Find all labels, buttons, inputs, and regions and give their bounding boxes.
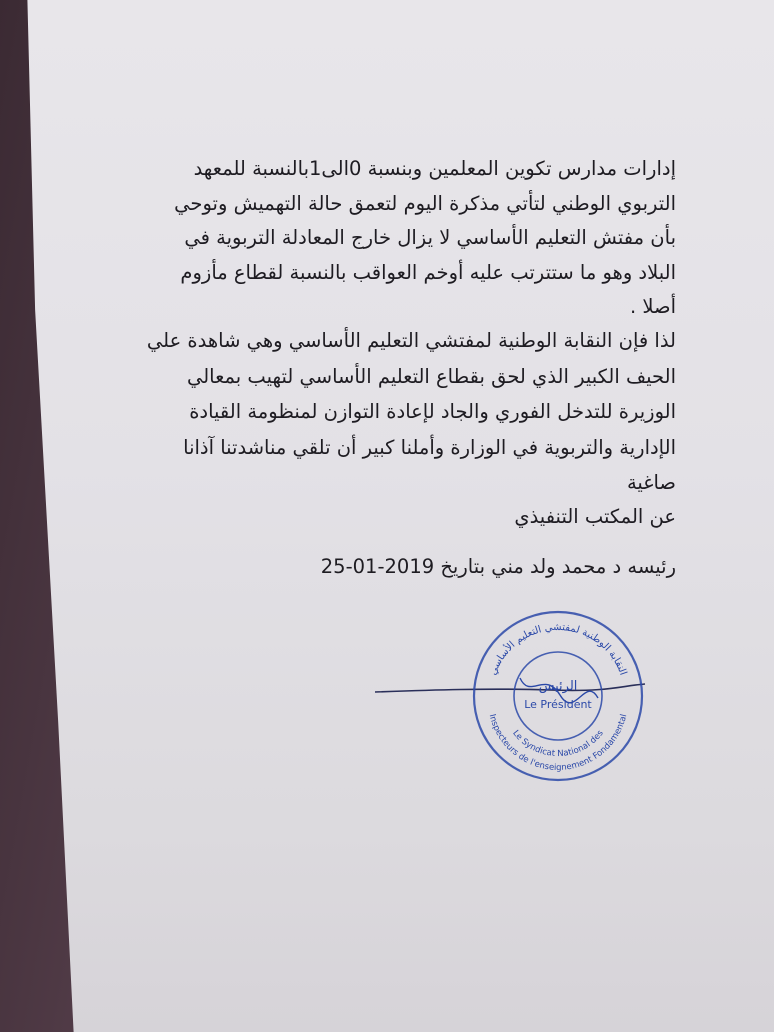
- paragraph-2-line: الوزيرة للتدخل الفوري والجاد لإعادة التوازن لمنظومة القيادة: [189, 400, 676, 423]
- paragraph-1: [98, 152, 676, 325]
- paragraph-1-line: بأن مفتش التعليم الأساسي لا يزال خارج المعادلة التربوية في: [184, 226, 676, 249]
- paragraph-2: [90, 323, 676, 501]
- stamp-french-arc-inner: Le Syndicat National des: [510, 728, 606, 760]
- paragraph-1-line: التربوي الوطني لتأتي مذكرة اليوم لتعمق حالة التهميش وتوحي: [174, 191, 676, 215]
- stamp-center-french: Le Président: [524, 698, 592, 711]
- stamp-center-arabic: الرئيس: [538, 679, 578, 694]
- signature-date-line: رئيسه د محمد ولد مني بتاريخ 2019-01-25: [320, 555, 676, 578]
- paragraph-2-line: الحيف الكبير الذي لحق بقطاع التعليم الأساسي لتهيب بمعالي: [186, 364, 676, 388]
- paragraph-2-line: لذا فإن النقابة الوطنية لمفتشي التعليم الأساسي وهي شاهدة علي: [146, 329, 676, 352]
- closing-line: عن المكتب التنفيذي: [514, 505, 676, 528]
- svg-text:النقابة الوطنية لمفتشي التعليم: [488, 622, 629, 677]
- paragraph-1-line: أصلا .: [629, 295, 676, 318]
- official-stamp: [470, 608, 646, 784]
- paragraph-2-line: صاغية: [626, 471, 676, 494]
- stamp-french-arc-outer: Inspecteurs de l'enseignement Fondamental: [486, 713, 630, 774]
- paragraph-2-line: الإدارية والتربوية في الوزارة وأملنا كبير أن تلقي مناشدتنا آذانا: [183, 435, 676, 459]
- paragraph-1-line: البلاد وهو ما ستترتب عليه أوخم العواقب بالنسبة لقطاع مأزوم: [180, 260, 676, 284]
- paragraph-1-line: إدارات مدارس تكوين المعلمين وبنسبة 0الى1بالنسبة للمعهد: [193, 157, 676, 180]
- stamp-arabic-arc: النقابة الوطنية لمفتشي التعليم الأساسي: [487, 621, 629, 677]
